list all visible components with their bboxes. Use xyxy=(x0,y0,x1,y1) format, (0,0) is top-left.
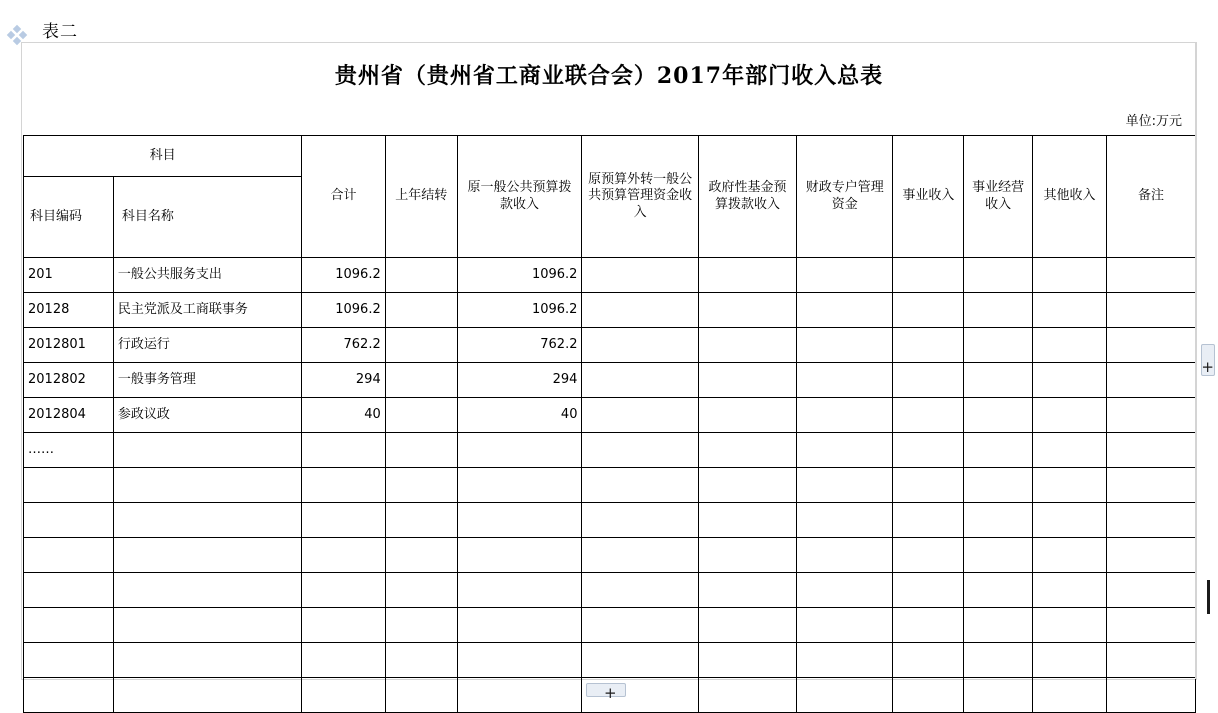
cell-operating-income xyxy=(964,328,1033,363)
cell-name xyxy=(113,573,301,608)
cell-gov-fund xyxy=(698,328,796,363)
cell-special-account xyxy=(797,293,893,328)
cell-institution-income xyxy=(893,573,964,608)
cell-name: 行政运行 xyxy=(113,328,301,363)
cell-public-budget xyxy=(457,538,582,573)
cell-carryover xyxy=(385,258,457,293)
cell-name xyxy=(113,468,301,503)
cell-carryover xyxy=(385,643,457,678)
table-row xyxy=(24,573,1196,608)
cell-extra-budget xyxy=(582,328,698,363)
cell-other-income xyxy=(1033,538,1107,573)
cell-public-budget xyxy=(457,643,582,678)
cell-extra-budget xyxy=(582,538,698,573)
cell-gov-fund xyxy=(698,363,796,398)
cell-gov-fund xyxy=(698,503,796,538)
cell-remark xyxy=(1107,608,1196,643)
cell-carryover xyxy=(385,363,457,398)
header-col-other-income: 其他收入 xyxy=(1033,136,1107,258)
cell-special-account xyxy=(797,433,893,468)
cell-institution-income xyxy=(893,678,964,713)
cell-operating-income xyxy=(964,573,1033,608)
cell-remark xyxy=(1107,468,1196,503)
cell-special-account xyxy=(797,608,893,643)
cell-gov-fund xyxy=(698,608,796,643)
budget-income-table xyxy=(23,135,1196,713)
cell-code xyxy=(24,573,114,608)
cell-institution-income xyxy=(893,433,964,468)
cell-remark xyxy=(1107,328,1196,363)
cell-other-income xyxy=(1033,363,1107,398)
unit-note: 单位:万元 xyxy=(1125,114,1182,129)
cell-name: 参政议政 xyxy=(113,398,301,433)
cell-public-budget: 294 xyxy=(457,363,582,398)
cell-carryover xyxy=(385,608,457,643)
cell-institution-income xyxy=(893,608,964,643)
table-row xyxy=(24,328,1196,363)
cell-institution-income xyxy=(893,293,964,328)
cell-other-income xyxy=(1033,503,1107,538)
table-body xyxy=(24,258,1196,713)
header-col-operating-income: 事业经营收入 xyxy=(964,136,1033,258)
cell-gov-fund xyxy=(698,433,796,468)
cell-code xyxy=(24,503,114,538)
cell-name xyxy=(113,538,301,573)
cell-code: 201 xyxy=(24,258,114,293)
cell-public-budget: 1096.2 xyxy=(457,293,582,328)
header-col-code: 科目编码 xyxy=(24,177,114,258)
header-col-extra-budget: 原预算外转一般公共预算管理资金收入 xyxy=(582,136,698,258)
cell-other-income xyxy=(1033,643,1107,678)
cell-institution-income xyxy=(893,503,964,538)
cell-total xyxy=(302,503,386,538)
cell-remark xyxy=(1107,503,1196,538)
sheet-label: 表二 xyxy=(42,22,78,42)
header-col-public-budget: 原一般公共预算拨款收入 xyxy=(457,136,582,258)
cell-gov-fund xyxy=(698,398,796,433)
table-row xyxy=(24,468,1196,503)
cell-gov-fund xyxy=(698,468,796,503)
cell-institution-income xyxy=(893,363,964,398)
cell-special-account xyxy=(797,468,893,503)
zoom-in-right-button[interactable]: + xyxy=(1201,358,1214,376)
cell-public-budget xyxy=(457,503,582,538)
cell-total xyxy=(302,643,386,678)
cell-special-account xyxy=(797,258,893,293)
cell-name xyxy=(113,608,301,643)
cell-operating-income xyxy=(964,608,1033,643)
cell-code xyxy=(24,608,114,643)
cell-special-account xyxy=(797,503,893,538)
table-row xyxy=(24,608,1196,643)
cell-special-account xyxy=(797,643,893,678)
table-row xyxy=(24,503,1196,538)
cell-code: …… xyxy=(24,433,114,468)
cell-code: 20128 xyxy=(24,293,114,328)
cell-public-budget: 40 xyxy=(457,398,582,433)
cell-special-account xyxy=(797,678,893,713)
cell-other-income xyxy=(1033,573,1107,608)
cell-carryover xyxy=(385,678,457,713)
cell-remark xyxy=(1107,258,1196,293)
cell-remark xyxy=(1107,538,1196,573)
cell-remark xyxy=(1107,678,1196,713)
cell-operating-income xyxy=(964,678,1033,713)
cell-institution-income xyxy=(893,468,964,503)
header-col-total: 合计 xyxy=(302,136,386,258)
cell-code xyxy=(24,678,114,713)
header-col-gov-fund: 政府性基金预算拨款收入 xyxy=(698,136,796,258)
cell-public-budget: 1096.2 xyxy=(457,258,582,293)
cell-special-account xyxy=(797,363,893,398)
cell-total xyxy=(302,538,386,573)
cell-carryover xyxy=(385,538,457,573)
cell-code xyxy=(24,538,114,573)
cell-total xyxy=(302,573,386,608)
cell-other-income xyxy=(1033,328,1107,363)
header-col-institution-income: 事业收入 xyxy=(893,136,964,258)
cell-operating-income xyxy=(964,293,1033,328)
document-page xyxy=(21,42,1197,680)
cell-carryover xyxy=(385,433,457,468)
cell-other-income xyxy=(1033,608,1107,643)
cell-operating-income xyxy=(964,433,1033,468)
cell-operating-income xyxy=(964,398,1033,433)
cell-total xyxy=(302,468,386,503)
cell-extra-budget xyxy=(582,608,698,643)
cell-carryover xyxy=(385,573,457,608)
cell-operating-income xyxy=(964,363,1033,398)
cell-total xyxy=(302,678,386,713)
cell-carryover xyxy=(385,293,457,328)
cell-other-income xyxy=(1033,433,1107,468)
cell-carryover xyxy=(385,328,457,363)
cell-name: 民主党派及工商联事务 xyxy=(113,293,301,328)
table-row xyxy=(24,293,1196,328)
cell-remark xyxy=(1107,573,1196,608)
cell-code: 2012804 xyxy=(24,398,114,433)
cell-name xyxy=(113,678,301,713)
cell-public-budget xyxy=(457,433,582,468)
cell-special-account xyxy=(797,398,893,433)
resize-handle-right[interactable] xyxy=(1207,580,1210,614)
cell-gov-fund xyxy=(698,293,796,328)
cell-remark xyxy=(1107,433,1196,468)
table-row xyxy=(24,258,1196,293)
cell-public-budget xyxy=(457,608,582,643)
table-row xyxy=(24,643,1196,678)
cell-public-budget xyxy=(457,678,582,713)
cell-extra-budget xyxy=(582,643,698,678)
header-col-remark: 备注 xyxy=(1107,136,1196,258)
cell-carryover xyxy=(385,503,457,538)
cell-operating-income xyxy=(964,503,1033,538)
cell-extra-budget xyxy=(582,503,698,538)
cell-name: 一般事务管理 xyxy=(113,363,301,398)
cell-total: 40 xyxy=(302,398,386,433)
cell-extra-budget xyxy=(582,363,698,398)
cell-code: 2012802 xyxy=(24,363,114,398)
cell-extra-budget xyxy=(582,433,698,468)
header-col-special-account: 财政专户管理资金 xyxy=(797,136,893,258)
cell-operating-income xyxy=(964,258,1033,293)
cell-extra-budget xyxy=(582,293,698,328)
cell-institution-income xyxy=(893,643,964,678)
cell-code xyxy=(24,468,114,503)
page-title: 贵州省（贵州省工商业联合会）2017年部门收入总表 xyxy=(334,63,884,89)
cell-special-account xyxy=(797,538,893,573)
cell-special-account xyxy=(797,328,893,363)
cell-name xyxy=(113,503,301,538)
cell-extra-budget xyxy=(582,398,698,433)
cell-remark xyxy=(1107,293,1196,328)
cell-total: 294 xyxy=(302,363,386,398)
cell-institution-income xyxy=(893,398,964,433)
table-row xyxy=(24,433,1196,468)
cell-gov-fund xyxy=(698,258,796,293)
cell-operating-income xyxy=(964,468,1033,503)
cell-extra-budget xyxy=(582,573,698,608)
cell-institution-income xyxy=(893,328,964,363)
cell-operating-income xyxy=(964,538,1033,573)
cell-total: 762.2 xyxy=(302,328,386,363)
cell-institution-income xyxy=(893,538,964,573)
header-col-carryover: 上年结转 xyxy=(385,136,457,258)
cell-total: 1096.2 xyxy=(302,258,386,293)
cell-total xyxy=(302,608,386,643)
cell-public-budget: 762.2 xyxy=(457,328,582,363)
cell-total xyxy=(302,433,386,468)
header-subject-group: 科目 xyxy=(24,136,302,177)
cell-public-budget xyxy=(457,468,582,503)
table-row xyxy=(24,398,1196,433)
cell-total: 1096.2 xyxy=(302,293,386,328)
cell-gov-fund xyxy=(698,538,796,573)
cell-carryover xyxy=(385,468,457,503)
cell-special-account xyxy=(797,573,893,608)
cell-name xyxy=(113,433,301,468)
cell-remark xyxy=(1107,363,1196,398)
table-row xyxy=(24,363,1196,398)
page-right-edge xyxy=(1195,43,1196,679)
table-row xyxy=(24,538,1196,573)
cell-other-income xyxy=(1033,678,1107,713)
cell-code xyxy=(24,643,114,678)
cell-operating-income xyxy=(964,643,1033,678)
cell-code: 2012801 xyxy=(24,328,114,363)
cell-other-income xyxy=(1033,293,1107,328)
cell-remark xyxy=(1107,398,1196,433)
cell-public-budget xyxy=(457,573,582,608)
cell-name: 一般公共服务支出 xyxy=(113,258,301,293)
cell-gov-fund xyxy=(698,573,796,608)
cell-remark xyxy=(1107,643,1196,678)
cell-other-income xyxy=(1033,468,1107,503)
zoom-in-bottom-button[interactable]: + xyxy=(604,684,617,702)
header-col-name: 科目名称 xyxy=(113,177,301,258)
cell-other-income xyxy=(1033,398,1107,433)
cell-name xyxy=(113,643,301,678)
cell-gov-fund xyxy=(698,643,796,678)
cell-other-income xyxy=(1033,258,1107,293)
cell-gov-fund xyxy=(698,678,796,713)
cell-extra-budget xyxy=(582,258,698,293)
cell-institution-income xyxy=(893,258,964,293)
cell-carryover xyxy=(385,398,457,433)
cell-extra-budget xyxy=(582,468,698,503)
